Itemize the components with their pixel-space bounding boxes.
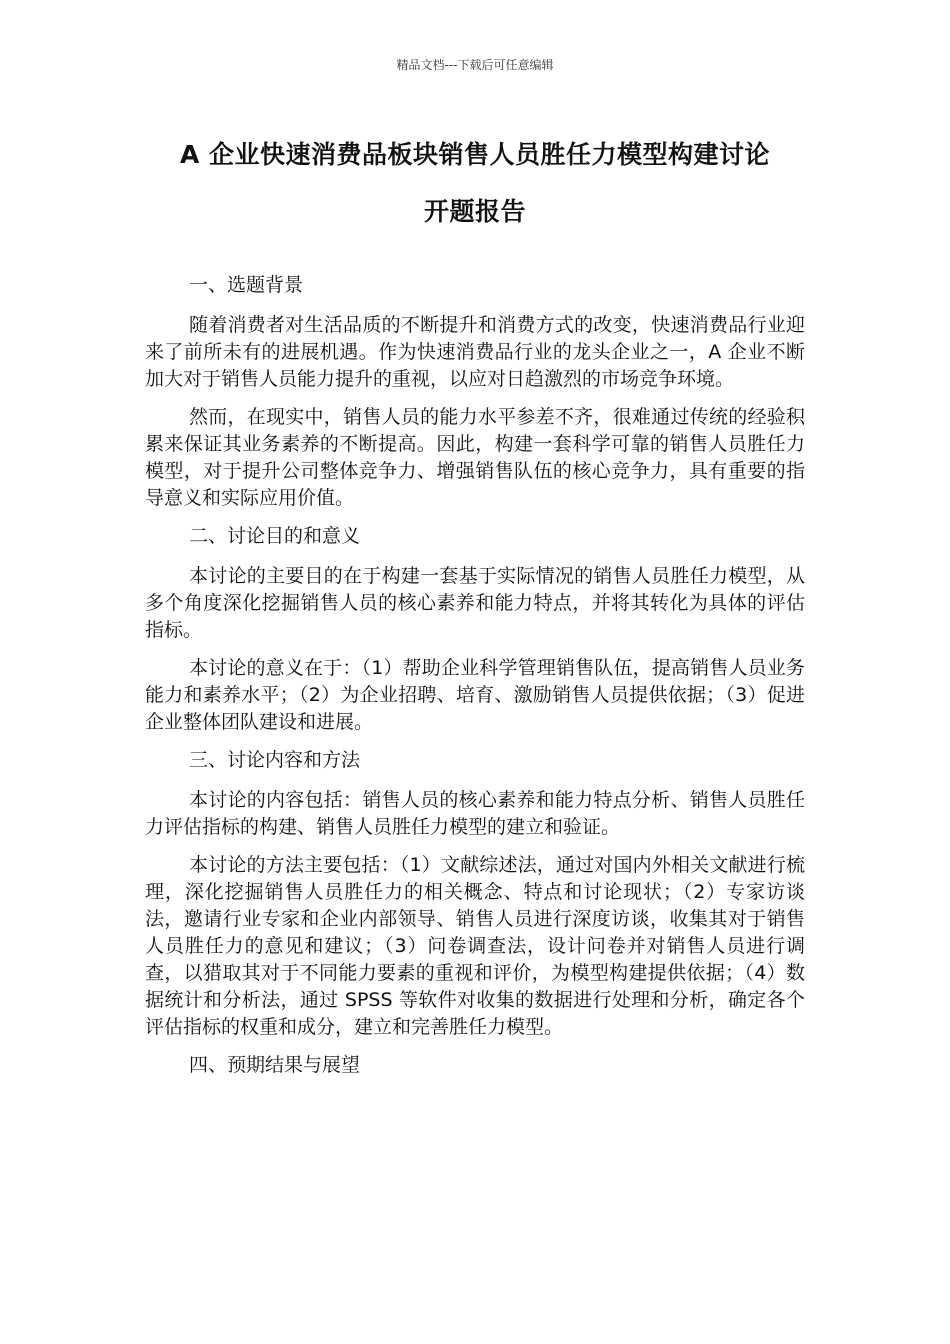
section-heading-background: 一、选题背景	[189, 274, 304, 296]
paragraph-methods: 本讨论的方法主要包括：（1）文献综述法，通过对国内外相关文献进行梳理，深化挖掘销售人员胜任力的相关概念、特点和讨论现状；（2）专家访谈法，邀请行业专家和企业内部领导、销售人员进行深度访谈，收集其对于销售人员胜任力的意见和建议；（3）问卷调查法，设计问卷并对销售人员进行调查，以猎取其对于不同能力要素的重视和评价，为模型构建提供依据；（4）数据统计和分析法，通过 SPSS 等软件对收集的数据进行处理和分析，确定各个评估指标的权重和成分，建立和完善胜任力模型。	[145, 854, 805, 1038]
section-heading-expected-results: 四、预期结果与展望	[189, 1054, 361, 1076]
paragraph-background-2: 然而，在现实中，销售人员的能力水平参差不齐，很难通过传统的经验积累来保证其业务素养的不断提高。因此，构建一套科学可靠的销售人员胜任力模型，对于提升公司整体竞争力、增强销售队伍的核心竞争力，具有重要的指导意义和实际应用价值。	[145, 406, 805, 509]
paragraph-background-1: 随着消费者对生活品质的不断提升和消费方式的改变，快速消费品行业迎来了前所未有的进展机遇。作为快速消费品行业的龙头企业之一，A 企业不断加大对于销售人员能力提升的重视，以应对日趋激烈的市场竞争环境。	[145, 314, 805, 390]
section-heading-content-methods: 三、讨论内容和方法	[189, 749, 361, 771]
section-heading-purpose: 二、讨论目的和意义	[189, 525, 361, 547]
paragraph-content: 本讨论的内容包括：销售人员的核心素养和能力特点分析、销售人员胜任力评估指标的构建、销售人员胜任力模型的建立和验证。	[145, 789, 805, 838]
document-title-line-2: 开题报告	[423, 197, 526, 226]
document-body	[145, 272, 805, 1092]
paragraph-purpose-1: 本讨论的主要目的在于构建一套基于实际情况的销售人员胜任力模型，从多个角度深化挖掘销售人员的核心素养和能力特点，并将其转化为具体的评估指标。	[145, 565, 805, 641]
document-title-line-1: A 企业快速消费品板块销售人员胜任力模型构建讨论	[179, 140, 771, 169]
header-note: 精品文档---下载后可任意编辑	[396, 58, 554, 72]
paragraph-purpose-2: 本讨论的意义在于：（1）帮助企业科学管理销售队伍，提高销售人员业务能力和素养水平；（2）为企业招聘、培育、激励销售人员提供依据；（3）促进企业整体团队建设和进展。	[145, 657, 805, 733]
